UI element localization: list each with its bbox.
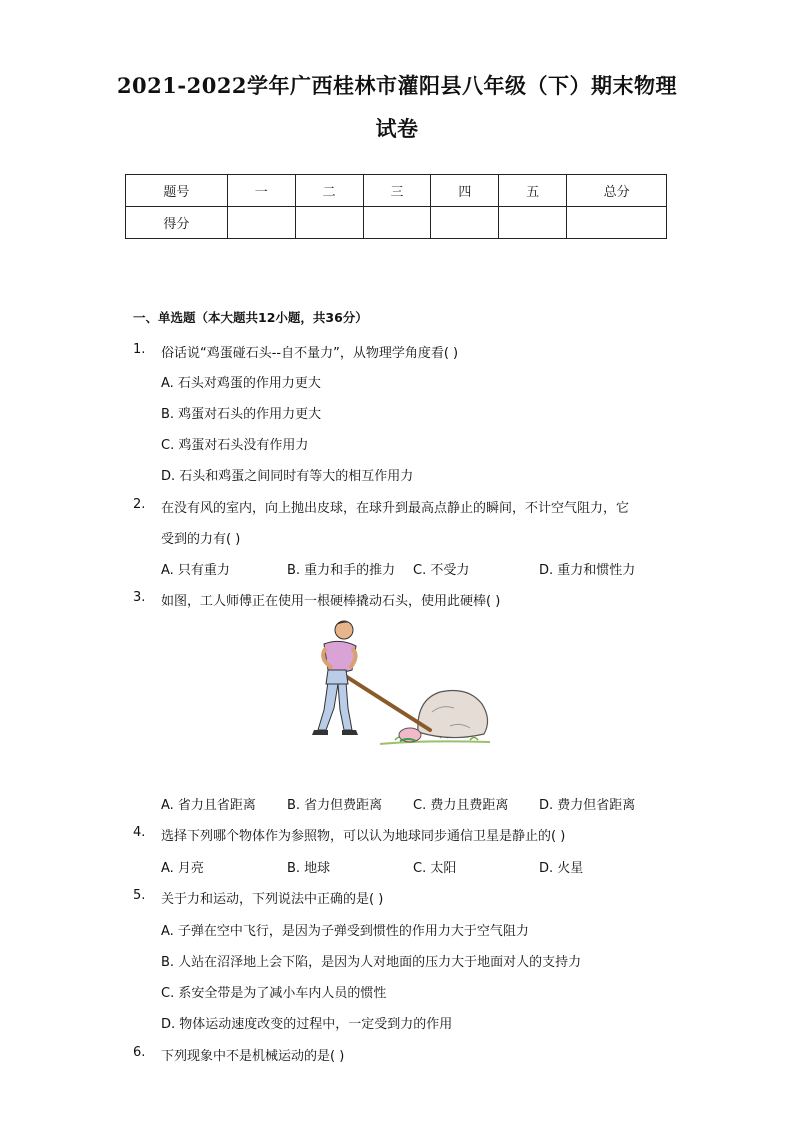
header-cell: 总分 bbox=[567, 175, 667, 207]
option: C. 不受力 bbox=[413, 563, 470, 578]
score-cell bbox=[227, 207, 295, 239]
question-stem: 受到的力有( ) bbox=[161, 532, 241, 547]
score-cell bbox=[363, 207, 431, 239]
option: D. 火星 bbox=[539, 861, 584, 876]
question-stem: 下列现象中不是机械运动的是( ) bbox=[161, 1049, 345, 1064]
option: C. 系安全带是为了减小车内人员的惯性 bbox=[161, 986, 387, 1001]
header-cell: 二 bbox=[295, 175, 363, 207]
exam-title-line-2: 试卷 bbox=[375, 116, 419, 141]
option: A. 省力且省距离 bbox=[161, 798, 256, 813]
option: A. 只有重力 bbox=[161, 563, 230, 578]
question-number: 2. bbox=[133, 497, 146, 512]
question-number: 5. bbox=[133, 888, 146, 903]
score-cell bbox=[567, 207, 667, 239]
score-table-score-row bbox=[126, 207, 667, 239]
worker-lever-illustration bbox=[300, 612, 500, 762]
score-table bbox=[125, 174, 667, 239]
question-stem: 在没有风的室内，向上抛出皮球，在球升到最高点静止的瞬间，不计空气阻力，它 bbox=[161, 501, 630, 516]
header-cell: 一 bbox=[227, 175, 295, 207]
option: C. 太阳 bbox=[413, 861, 457, 876]
question-stem: 关于力和运动，下列说法中正确的是( ) bbox=[161, 892, 384, 907]
question-stem: 俗话说“鸡蛋碰石头--自不量力”，从物理学角度看( ) bbox=[161, 346, 459, 361]
header-cell: 五 bbox=[499, 175, 567, 207]
option: D. 重力和惯性力 bbox=[539, 563, 636, 578]
header-cell: 四 bbox=[431, 175, 499, 207]
question-number: 6. bbox=[133, 1045, 146, 1060]
option: A. 子弹在空中飞行，是因为子弹受到惯性的作用力大于空气阻力 bbox=[161, 924, 529, 939]
question-number: 1. bbox=[133, 342, 146, 357]
option: B. 重力和手的推力 bbox=[287, 563, 396, 578]
option: D. 费力但省距离 bbox=[539, 798, 636, 813]
section-heading: 一、单选题（本大题共12小题，共36分） bbox=[133, 310, 368, 325]
exam-title-line-1: 2021-2022学年广西桂林市灌阳县八年级（下）期末物理 bbox=[116, 73, 678, 98]
question-number: 4. bbox=[133, 825, 146, 840]
option: A. 石头对鸡蛋的作用力更大 bbox=[161, 376, 321, 391]
header-cell: 三 bbox=[363, 175, 431, 207]
option: C. 费力且费距离 bbox=[413, 798, 509, 813]
score-table-header-row bbox=[126, 175, 667, 207]
option: D. 物体运动速度改变的过程中，一定受到力的作用 bbox=[161, 1017, 453, 1032]
score-cell bbox=[431, 207, 499, 239]
option: C. 鸡蛋对石头没有作用力 bbox=[161, 438, 309, 453]
option: B. 省力但费距离 bbox=[287, 798, 383, 813]
option: B. 人站在沼泽地上会下陷，是因为人对地面的压力大于地面对人的支持力 bbox=[161, 955, 582, 970]
question-stem: 选择下列哪个物体作为参照物，可以认为地球同步通信卫星是静止的( ) bbox=[161, 829, 566, 844]
header-cell: 题号 bbox=[126, 175, 228, 207]
question-number: 3. bbox=[133, 590, 146, 605]
option: D. 石头和鸡蛋之间同时有等大的相互作用力 bbox=[161, 469, 414, 484]
option: B. 地球 bbox=[287, 861, 331, 876]
score-cell bbox=[295, 207, 363, 239]
question-stem: 如图，工人师傅正在使用一根硬棒撬动石头，使用此硬棒( ) bbox=[161, 594, 501, 609]
score-row-label: 得分 bbox=[126, 207, 228, 239]
score-cell bbox=[499, 207, 567, 239]
option: B. 鸡蛋对石头的作用力更大 bbox=[161, 407, 322, 422]
option: A. 月亮 bbox=[161, 861, 204, 876]
